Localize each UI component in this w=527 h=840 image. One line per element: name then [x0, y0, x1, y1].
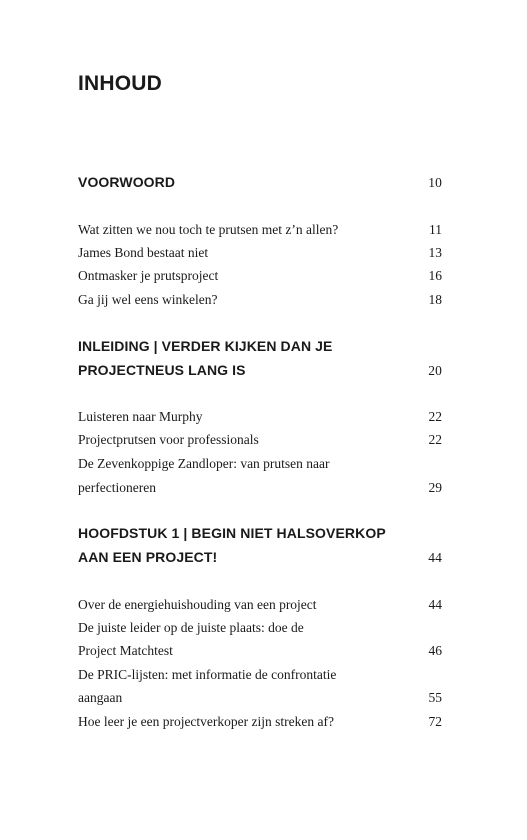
toc-entry-continued[interactable]	[78, 690, 442, 706]
toc-section-voorwoord[interactable]	[78, 174, 442, 191]
toc-section-inleiding[interactable]	[78, 338, 442, 354]
page-number: 13	[428, 245, 442, 260]
page-number: 22	[428, 432, 442, 447]
entry-title: Ga jij wel eens winkelen?	[78, 292, 218, 307]
entry-title: De Zevenkoppige Zandloper: van prutsen naar	[78, 456, 330, 471]
page-number: 18	[428, 292, 442, 307]
toc-entry[interactable]	[78, 456, 442, 472]
toc-entry[interactable]	[78, 432, 442, 448]
page-number: 22	[428, 409, 442, 424]
page-number: 29	[428, 480, 442, 495]
page-number: 11	[429, 222, 442, 237]
entry-title: Wat zitten we nou toch te prutsen met z’n allen?	[78, 222, 339, 237]
toc-entry[interactable]	[78, 620, 442, 636]
page-number: 72	[428, 714, 442, 729]
section-heading: PROJECTNEUS LANG IS	[78, 362, 246, 378]
toc-entry[interactable]	[78, 667, 442, 683]
entry-title: De PRIC-lijsten: met informatie de confrontatie	[78, 667, 337, 682]
toc-entry[interactable]	[78, 597, 442, 613]
section-heading: VOORWOORD	[78, 174, 176, 190]
toc-entry[interactable]	[78, 292, 442, 308]
toc-entry[interactable]	[78, 222, 442, 238]
toc-entry-continued[interactable]	[78, 643, 442, 659]
entry-title: perfectioneren	[78, 480, 156, 495]
toc-section-hoofdstuk-1[interactable]	[78, 525, 442, 541]
entry-title: James Bond bestaat niet	[78, 245, 209, 260]
toc-entry[interactable]	[78, 409, 442, 425]
section-heading: INLEIDING | VERDER KIJKEN DAN JE	[78, 338, 333, 354]
entry-title: Hoe leer je een projectverkoper zijn streken af?	[78, 714, 334, 729]
page-number: 20	[428, 363, 442, 378]
page-number: 10	[428, 175, 442, 190]
page-number: 44	[428, 550, 442, 565]
toc-entry[interactable]	[78, 245, 442, 261]
section-heading: AAN EEN PROJECT!	[78, 549, 218, 565]
entry-title: De juiste leider op de juiste plaats: doe de	[78, 620, 304, 635]
page-number: 46	[428, 643, 442, 658]
page-number: 16	[428, 268, 442, 283]
toc-section-inleiding-line2[interactable]	[78, 362, 442, 379]
section-heading: HOOFDSTUK 1 | BEGIN NIET HALSOVERKOP	[78, 525, 386, 541]
entry-title: Projectprutsen voor professionals	[78, 432, 259, 447]
toc-section-hoofdstuk-1-line2[interactable]	[78, 549, 442, 566]
toc-entry-continued[interactable]	[78, 480, 442, 496]
entry-title: aangaan	[78, 690, 123, 705]
toc-entry[interactable]	[78, 268, 442, 284]
toc-entry[interactable]	[78, 714, 442, 730]
page-number: 44	[428, 597, 442, 612]
page-number: 55	[428, 690, 442, 705]
page-title: INHOUD	[78, 72, 163, 95]
entry-title: Ontmasker je prutsproject	[78, 268, 219, 283]
entry-title: Luisteren naar Murphy	[78, 409, 203, 424]
entry-title: Over de energiehuishouding van een project	[78, 597, 317, 612]
entry-title: Project Matchtest	[78, 643, 173, 658]
